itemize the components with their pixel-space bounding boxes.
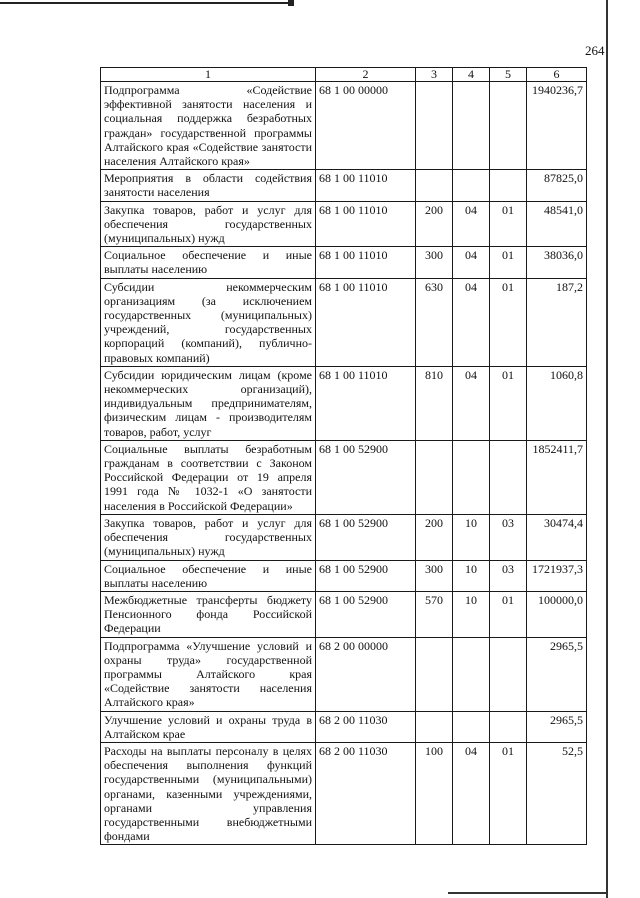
row-name-cell: Подпрограмма «Содействие эффективной занятости населения и социальная поддержка безработных граждан» государственной программы Алтайского края «Содействие занятости населения Алтайского края» bbox=[101, 82, 316, 170]
row-vr-cell: 570 bbox=[416, 591, 453, 637]
row-amount-cell: 52,5 bbox=[527, 742, 587, 844]
row-name-cell: Межбюджетные трансферты бюджету Пенсионного фонда Российской Федерации bbox=[101, 591, 316, 637]
table-row bbox=[101, 711, 587, 742]
row-code-cell: 68 1 00 52900 bbox=[316, 440, 416, 514]
budget-table bbox=[100, 67, 587, 845]
row-code-cell: 68 1 00 11010 bbox=[316, 170, 416, 201]
column-header: 2 bbox=[316, 68, 416, 82]
row-vr-cell bbox=[416, 711, 453, 742]
row-amount-cell: 2965,5 bbox=[527, 637, 587, 711]
table-row bbox=[101, 201, 587, 247]
column-header: 5 bbox=[490, 68, 527, 82]
row-code-cell: 68 1 00 11010 bbox=[316, 201, 416, 247]
row-code-cell: 68 1 00 52900 bbox=[316, 591, 416, 637]
row-code-cell: 68 1 00 00000 bbox=[316, 82, 416, 170]
column-header: 1 bbox=[101, 68, 316, 82]
table-row bbox=[101, 591, 587, 637]
row-pr-cell: 01 bbox=[490, 201, 527, 247]
row-name-cell: Закупка товаров, работ и услуг для обеспечения государственных (муниципальных) нужд bbox=[101, 201, 316, 247]
row-name-cell: Мероприятия в области содействия занятости населения bbox=[101, 170, 316, 201]
row-vr-cell bbox=[416, 637, 453, 711]
row-code-cell: 68 1 00 52900 bbox=[316, 514, 416, 560]
row-rz-cell: 04 bbox=[453, 247, 490, 278]
row-amount-cell: 1721937,3 bbox=[527, 560, 587, 591]
row-rz-cell bbox=[453, 637, 490, 711]
row-name-cell: Социальное обеспечение и иные выплаты населению bbox=[101, 247, 316, 278]
row-rz-cell bbox=[453, 711, 490, 742]
row-rz-cell bbox=[453, 170, 490, 201]
row-amount-cell: 30474,4 bbox=[527, 514, 587, 560]
row-rz-cell: 10 bbox=[453, 514, 490, 560]
row-vr-cell bbox=[416, 82, 453, 170]
column-header: 3 bbox=[416, 68, 453, 82]
row-code-cell: 68 2 00 11030 bbox=[316, 711, 416, 742]
row-rz-cell: 04 bbox=[453, 278, 490, 366]
row-name-cell: Субсидии некоммерческим организациям (за исключением государственных (муниципальных) учреждений, государственных корпораций (компаний), публично-правовых компаний) bbox=[101, 278, 316, 366]
table-row bbox=[101, 637, 587, 711]
row-vr-cell: 810 bbox=[416, 366, 453, 440]
row-amount-cell: 48541,0 bbox=[527, 201, 587, 247]
row-name-cell: Улучшение условий и охраны труда в Алтайском крае bbox=[101, 711, 316, 742]
row-pr-cell: 01 bbox=[490, 278, 527, 366]
row-pr-cell: 03 bbox=[490, 560, 527, 591]
row-pr-cell bbox=[490, 170, 527, 201]
row-name-cell: Социальные выплаты безработным гражданам в соответствии с Законом Российской Федерации от 19 апреля 1991 года № 1032-1 «О занятости населения в Российской Федерации» bbox=[101, 440, 316, 514]
row-pr-cell: 01 bbox=[490, 366, 527, 440]
row-rz-cell: 10 bbox=[453, 591, 490, 637]
row-code-cell: 68 1 00 11010 bbox=[316, 247, 416, 278]
scan-edge-top bbox=[0, 2, 292, 4]
scan-edge-bottom bbox=[448, 892, 608, 894]
row-amount-cell: 2965,5 bbox=[527, 711, 587, 742]
row-rz-cell: 10 bbox=[453, 560, 490, 591]
row-vr-cell: 630 bbox=[416, 278, 453, 366]
row-vr-cell: 200 bbox=[416, 201, 453, 247]
row-rz-cell bbox=[453, 440, 490, 514]
table-header-row bbox=[101, 68, 587, 82]
table-row bbox=[101, 742, 587, 844]
scan-edge-right bbox=[606, 0, 608, 898]
row-amount-cell: 1060,8 bbox=[527, 366, 587, 440]
table-row bbox=[101, 560, 587, 591]
row-pr-cell bbox=[490, 440, 527, 514]
page-number: 264 bbox=[585, 43, 605, 58]
row-name-cell: Социальное обеспечение и иные выплаты населению bbox=[101, 560, 316, 591]
table-row bbox=[101, 514, 587, 560]
scan-edge-mark bbox=[288, 0, 294, 6]
table-row bbox=[101, 247, 587, 278]
row-code-cell: 68 1 00 11010 bbox=[316, 366, 416, 440]
row-rz-cell: 04 bbox=[453, 201, 490, 247]
row-name-cell: Субсидии юридическим лицам (кроме некоммерческих организаций), индивидуальным предпринимателям, физическим лицам - производителям товаров, работ, услуг bbox=[101, 366, 316, 440]
row-pr-cell: 01 bbox=[490, 742, 527, 844]
row-amount-cell: 100000,0 bbox=[527, 591, 587, 637]
table-row bbox=[101, 82, 587, 170]
row-name-cell: Расходы на выплаты персоналу в целях обеспечения выполнения функций государственными (муниципальными) органами, казенными учреждениями, органами управления государственными внебюджетными фондами bbox=[101, 742, 316, 844]
table-row bbox=[101, 278, 587, 366]
row-vr-cell: 100 bbox=[416, 742, 453, 844]
row-rz-cell bbox=[453, 82, 490, 170]
row-pr-cell: 03 bbox=[490, 514, 527, 560]
row-rz-cell: 04 bbox=[453, 742, 490, 844]
row-amount-cell: 1940236,7 bbox=[527, 82, 587, 170]
row-pr-cell bbox=[490, 637, 527, 711]
table-row bbox=[101, 170, 587, 201]
row-pr-cell: 01 bbox=[490, 247, 527, 278]
row-pr-cell bbox=[490, 711, 527, 742]
row-amount-cell: 187,2 bbox=[527, 278, 587, 366]
row-amount-cell: 1852411,7 bbox=[527, 440, 587, 514]
row-amount-cell: 87825,0 bbox=[527, 170, 587, 201]
table-row bbox=[101, 366, 587, 440]
row-vr-cell: 300 bbox=[416, 560, 453, 591]
row-code-cell: 68 2 00 11030 bbox=[316, 742, 416, 844]
row-name-cell: Подпрограмма «Улучшение условий и охраны труда» государственной программы Алтайского края «Содействие занятости населения Алтайского края» bbox=[101, 637, 316, 711]
column-header: 4 bbox=[453, 68, 490, 82]
table-row bbox=[101, 440, 587, 514]
row-pr-cell: 01 bbox=[490, 591, 527, 637]
row-code-cell: 68 1 00 11010 bbox=[316, 278, 416, 366]
row-name-cell: Закупка товаров, работ и услуг для обеспечения государственных (муниципальных) нужд bbox=[101, 514, 316, 560]
row-rz-cell: 04 bbox=[453, 366, 490, 440]
row-amount-cell: 38036,0 bbox=[527, 247, 587, 278]
row-vr-cell: 200 bbox=[416, 514, 453, 560]
row-pr-cell bbox=[490, 82, 527, 170]
row-code-cell: 68 2 00 00000 bbox=[316, 637, 416, 711]
column-header: 6 bbox=[527, 68, 587, 82]
row-vr-cell bbox=[416, 440, 453, 514]
row-vr-cell bbox=[416, 170, 453, 201]
table-body bbox=[101, 82, 587, 845]
row-vr-cell: 300 bbox=[416, 247, 453, 278]
row-code-cell: 68 1 00 52900 bbox=[316, 560, 416, 591]
